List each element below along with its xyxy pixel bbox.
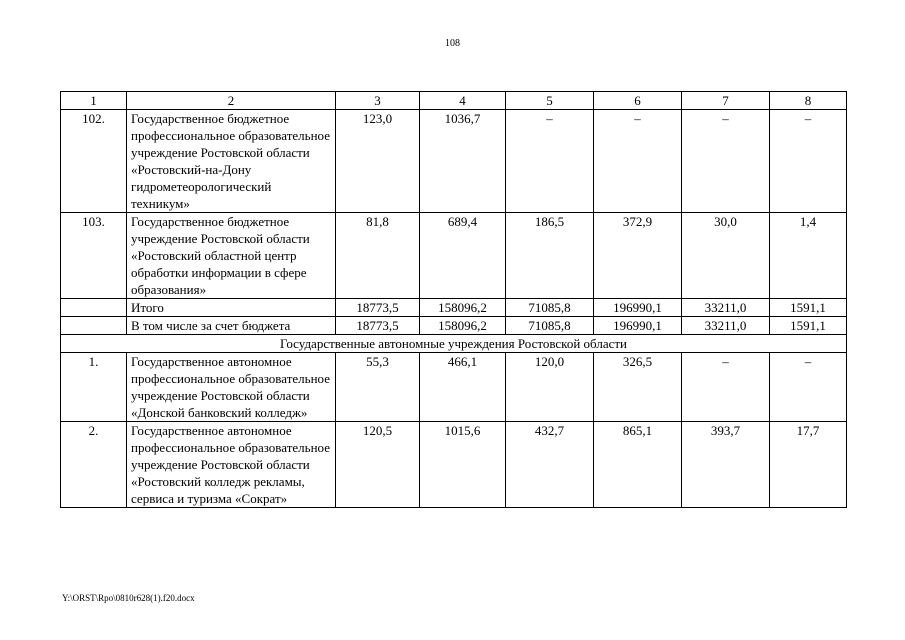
institution-name: Государственное бюджетное профессиональное образовательное учреждение Ростовской области «Ростовский-на-Дону гидрометеорологический техникум» (127, 110, 336, 213)
cell-value: 55,3 (336, 353, 420, 422)
total-row (61, 299, 847, 317)
cell-value: 1591,1 (770, 299, 847, 317)
cell-value: 393,7 (682, 422, 770, 508)
cell-value: 33211,0 (682, 317, 770, 335)
cell-value: – (770, 353, 847, 422)
cell-value: 18773,5 (336, 299, 420, 317)
cell-value: – (682, 110, 770, 213)
cell-value: 372,9 (594, 213, 682, 299)
cell-value: 466,1 (420, 353, 506, 422)
section-title: Государственные автономные учреждения Ростовской области (61, 335, 847, 353)
budget-row (61, 317, 847, 335)
cell-value: 196990,1 (594, 299, 682, 317)
cell-value: 30,0 (682, 213, 770, 299)
row-number: 103. (61, 213, 127, 299)
column-header: 8 (770, 92, 847, 110)
cell-value: 158096,2 (420, 299, 506, 317)
table-row (61, 213, 847, 299)
cell-value: 432,7 (506, 422, 594, 508)
institution-name: Государственное автономное профессиональное образовательное учреждение Ростовской области «Донской банковский колледж» (127, 353, 336, 422)
cell-value: 865,1 (594, 422, 682, 508)
cell-value: – (594, 110, 682, 213)
cell-value: 81,8 (336, 213, 420, 299)
row-number (61, 317, 127, 335)
column-header: 5 (506, 92, 594, 110)
cell-value: 71085,8 (506, 299, 594, 317)
budget-label: В том числе за счет бюджета (127, 317, 336, 335)
column-header: 3 (336, 92, 420, 110)
table-row (61, 422, 847, 508)
cell-value: 71085,8 (506, 317, 594, 335)
cell-value: 120,5 (336, 422, 420, 508)
cell-value: 326,5 (594, 353, 682, 422)
table-row (61, 110, 847, 213)
row-number: 2. (61, 422, 127, 508)
cell-value: 1,4 (770, 213, 847, 299)
file-path-footer: Y:\ORST\Rpo\0810r628(1).f20.docx (62, 593, 195, 603)
row-number: 1. (61, 353, 127, 422)
column-header: 2 (127, 92, 336, 110)
budget-table (60, 91, 847, 508)
institution-name: Государственное автономное профессиональное образовательное учреждение Ростовской области «Ростовский колледж рекламы, сервиса и туризма «Сократ» (127, 422, 336, 508)
page-number: 108 (445, 38, 460, 49)
cell-value: 689,4 (420, 213, 506, 299)
total-label: Итого (127, 299, 336, 317)
cell-value: – (506, 110, 594, 213)
cell-value: – (682, 353, 770, 422)
cell-value: 18773,5 (336, 317, 420, 335)
column-header: 7 (682, 92, 770, 110)
cell-value: 158096,2 (420, 317, 506, 335)
column-header: 1 (61, 92, 127, 110)
section-header-row (61, 335, 847, 353)
cell-value: 196990,1 (594, 317, 682, 335)
table-row (61, 353, 847, 422)
cell-value: – (770, 110, 847, 213)
cell-value: 186,5 (506, 213, 594, 299)
row-number (61, 299, 127, 317)
header-row (61, 92, 847, 110)
cell-value: 1036,7 (420, 110, 506, 213)
cell-value: 1015,6 (420, 422, 506, 508)
cell-value: 17,7 (770, 422, 847, 508)
column-header: 4 (420, 92, 506, 110)
cell-value: 1591,1 (770, 317, 847, 335)
cell-value: 33211,0 (682, 299, 770, 317)
cell-value: 120,0 (506, 353, 594, 422)
cell-value: 123,0 (336, 110, 420, 213)
column-header: 6 (594, 92, 682, 110)
row-number: 102. (61, 110, 127, 213)
institution-name: Государственное бюджетное учреждение Ростовской области «Ростовский областной центр обработки информации в сфере образования» (127, 213, 336, 299)
